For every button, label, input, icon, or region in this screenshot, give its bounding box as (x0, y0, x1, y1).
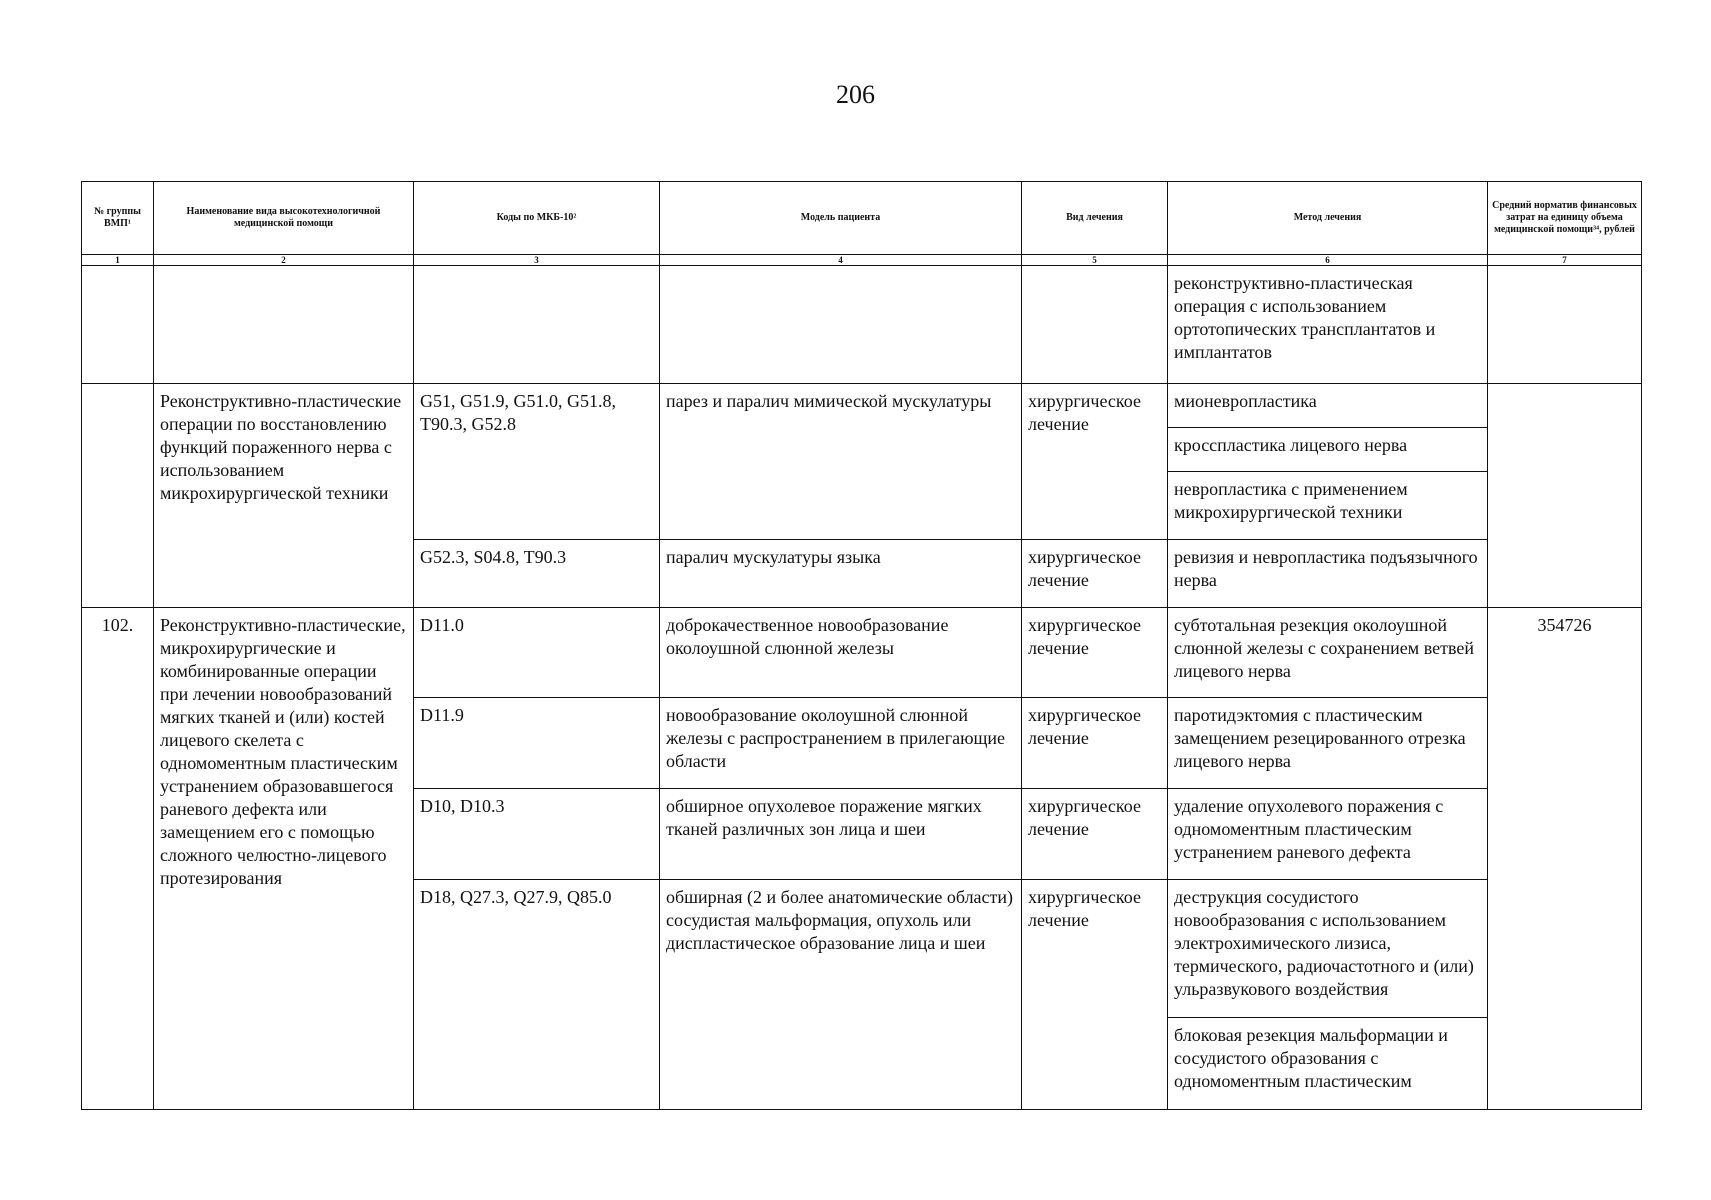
cell-codes: D18, Q27.3, Q27.9, Q85.0 (414, 880, 660, 1110)
cell-model: новообразование околоушной слюнной железы с распространением в прилегающие области (660, 698, 1022, 789)
cell-method: невропластика с применением микрохирургической техники (1168, 472, 1488, 540)
col-header-name: Наименование вида высокотехнологичной медицинской помощи (154, 182, 414, 255)
cell-codes (414, 266, 660, 384)
col-number: 7 (1488, 255, 1642, 266)
col-header-group: № группы ВМП¹ (82, 182, 154, 255)
cell-model: обширная (2 и более анатомические области) сосудистая мальформация, опухоль или диспластическое образование лица и шеи (660, 880, 1022, 1110)
cell-group (82, 384, 154, 608)
col-header-codes: Коды по МКБ-10² (414, 182, 660, 255)
cell-cost: 354726 (1488, 608, 1642, 1110)
cell-codes: G51, G51.9, G51.0, G51.8, T90.3, G52.8 (414, 384, 660, 540)
cell-method: блоковая резекция мальформации и сосудистого образования с одномоментным пластическим (1168, 1018, 1488, 1110)
page-number: 206 (836, 80, 875, 109)
vmp-table (81, 181, 1642, 1110)
cell-method: ревизия и невропластика подъязычного нерва (1168, 540, 1488, 608)
col-header-cost: Средний норматив финансовых затрат на единицу объема медицинской помощи³⁴, рублей (1488, 182, 1642, 255)
cell-model: парез и паралич мимической мускулатуры (660, 384, 1022, 540)
cell-method: реконструктивно-пластическая операция с использованием ортотопических трансплантатов и имплантатов (1168, 266, 1488, 384)
cell-method: паротидэктомия с пластическим замещением резецированного отрезка лицевого нерва (1168, 698, 1488, 789)
col-header-model: Модель пациента (660, 182, 1022, 255)
col-number: 5 (1022, 255, 1168, 266)
col-number: 6 (1168, 255, 1488, 266)
cell-method: кросспластика лицевого нерва (1168, 428, 1488, 472)
cell-treatment: хирургическое лечение (1022, 789, 1168, 880)
cell-group-number: 102. (82, 608, 154, 1110)
cell-name (154, 266, 414, 384)
column-numbers-row (82, 255, 1642, 266)
cell-model: доброкачественное новообразование околоушной слюнной железы (660, 608, 1022, 698)
cell-treatment: хирургическое лечение (1022, 698, 1168, 789)
table-row (82, 608, 1642, 698)
cell-cost (1488, 266, 1642, 384)
cell-treatment (1022, 266, 1168, 384)
col-number: 3 (414, 255, 660, 266)
cell-name: Реконструктивно-пластические, микрохирургические и комбинированные операции при лечении новообразований мягких тканей и (или) костей лицевого скелета с одномоментным пластическим устранением образовавшегося раневого дефекта или замещением его с помощью сложного челюстно-лицевого протезирования (154, 608, 414, 1110)
cell-codes: D11.9 (414, 698, 660, 789)
cell-treatment: хирургическое лечение (1022, 608, 1168, 698)
cell-method: мионевропластика (1168, 384, 1488, 428)
cell-group (82, 266, 154, 384)
cell-treatment: хирургическое лечение (1022, 540, 1168, 608)
cell-name: Реконструктивно-пластические операции по восстановлению функций пораженного нерва с использованием микрохирургической техники (154, 384, 414, 608)
col-number: 4 (660, 255, 1022, 266)
cell-codes: D10, D10.3 (414, 789, 660, 880)
cell-method: субтотальная резекция околоушной слюнной железы с сохранением ветвей лицевого нерва (1168, 608, 1488, 698)
cell-codes: D11.0 (414, 608, 660, 698)
col-number: 1 (82, 255, 154, 266)
col-header-method: Метод лечения (1168, 182, 1488, 255)
cell-model (660, 266, 1022, 384)
cell-method: удаление опухолевого поражения с одномоментным пластическим устранением раневого дефекта (1168, 789, 1488, 880)
header-row (82, 182, 1642, 255)
cell-codes: G52.3, S04.8, T90.3 (414, 540, 660, 608)
cell-method: деструкция сосудистого новообразования с использованием электрохимического лизиса, термического, радиочастотного и (или) ульразвукового воздействия (1168, 880, 1488, 1018)
cell-treatment: хирургическое лечение (1022, 384, 1168, 540)
col-header-treatment: Вид лечения (1022, 182, 1168, 255)
col-number: 2 (154, 255, 414, 266)
table-row (82, 384, 1642, 428)
cell-cost (1488, 384, 1642, 608)
table-row (82, 266, 1642, 384)
cell-model: обширное опухолевое поражение мягких тканей различных зон лица и шеи (660, 789, 1022, 880)
cell-treatment: хирургическое лечение (1022, 880, 1168, 1110)
cell-model: паралич мускулатуры языка (660, 540, 1022, 608)
